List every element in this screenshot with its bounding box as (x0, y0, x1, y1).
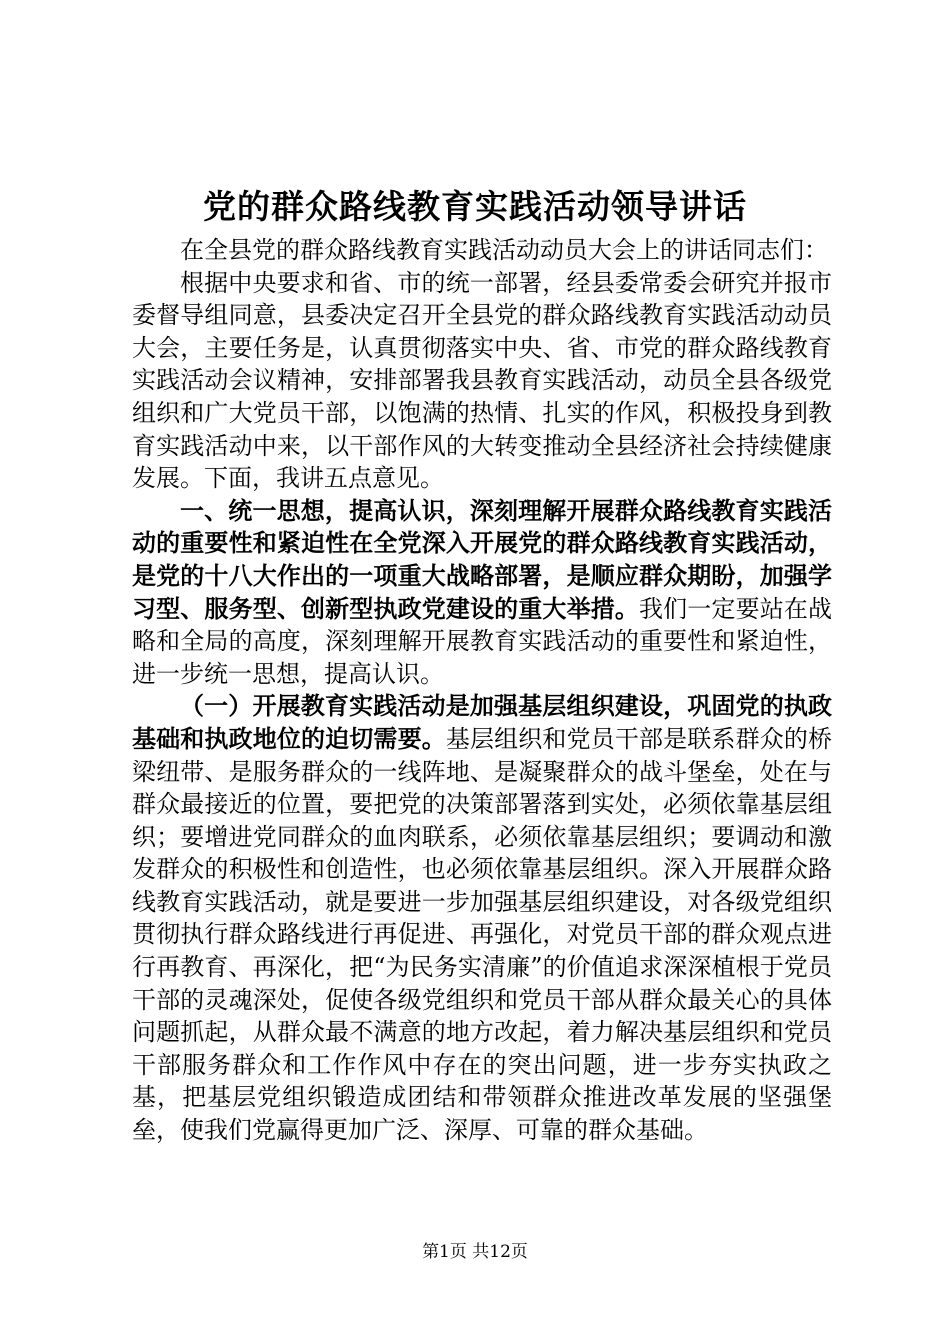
section-heading: 一、统一思想，提高认识，深刻理解开展群众路线教育实践活动的重要性和紧迫性在全党深入开展党的群众路线教育实践活动，是党的十八大作出的一项重大战略部署，是顺应群众期盼，加强学习型、服务型、创新型执政党建设的重大举措。 (132, 496, 832, 623)
paragraph-text: 在全县党的群众路线教育实践活动动员大会上的讲话同志们： (180, 236, 828, 264)
paragraph-text: 我们一定要站在战略和全局的高度，深刻理解开展教育实践活动的重要性和紧迫性，进一步统一思想，提高认识。 (132, 594, 832, 688)
document-body (132, 234, 832, 1147)
paragraph-salutation (132, 234, 832, 267)
paragraph-intro (132, 267, 832, 495)
subsection-heading: （一）开展教育实践活动是加强基层组织建设，巩固党的执政基础和执政地位的迫切需要。 (132, 692, 832, 753)
paragraph-subsection-one (132, 690, 832, 1146)
document-title: 党的群众路线教育实践活动领导讲话 (203, 187, 747, 226)
paragraph-text: 根据中央要求和省、市的统一部署，经县委常委会研究并报市委督导组同意，县委决定召开全县党的群众路线教育实践活动动员大会，主要任务是，认真贯彻落实中央、省、市党的群众路线教育实践活动会议精神，安排部署我县教育实践活动，动员全县各级党组织和广大党员干部，以饱满的热情、扎实的作风，积极投身到教育实践活动中来，以干部作风的大转变推动全县经济社会持续健康发展。下面，我讲五点意见。 (132, 268, 832, 493)
paragraph-section-one (132, 495, 832, 691)
page-number-footer: 第1页 共12页 (422, 1242, 528, 1262)
paragraph-text: 基层组织和党员干部是联系群众的桥梁纽带、是服务群众的一线阵地、是凝聚群众的战斗堡垒，处在与群众最接近的位置，要把党的决策部署落到实处，必须依靠基层组织；要增进党同群众的血肉联系，必须依靠基层组织；要调动和激发群众的积极性和创造性，也必须依靠基层组织。深入开展群众路线教育实践活动，就是要进一步加强基层组织建设，对各级党组织贯彻执行群众路线进行再促进、再强化，对党员干部的群众观点进行再教育、再深化，把“为民务实清廉”的价值追求深深植根于党员干部的灵魂深处，促使各级党组织和党员干部从群众最关心的具体问题抓起，从群众最不满意的地方改起，着力解决基层组织和党员干部服务群众和工作作风中存在的突出问题，进一步夯实执政之基，把基层党组织锻造成团结和带领群众推进改革发展的坚强堡垒，使我们党赢得更加广泛、深厚、可靠的群众基础。 (132, 724, 833, 1145)
